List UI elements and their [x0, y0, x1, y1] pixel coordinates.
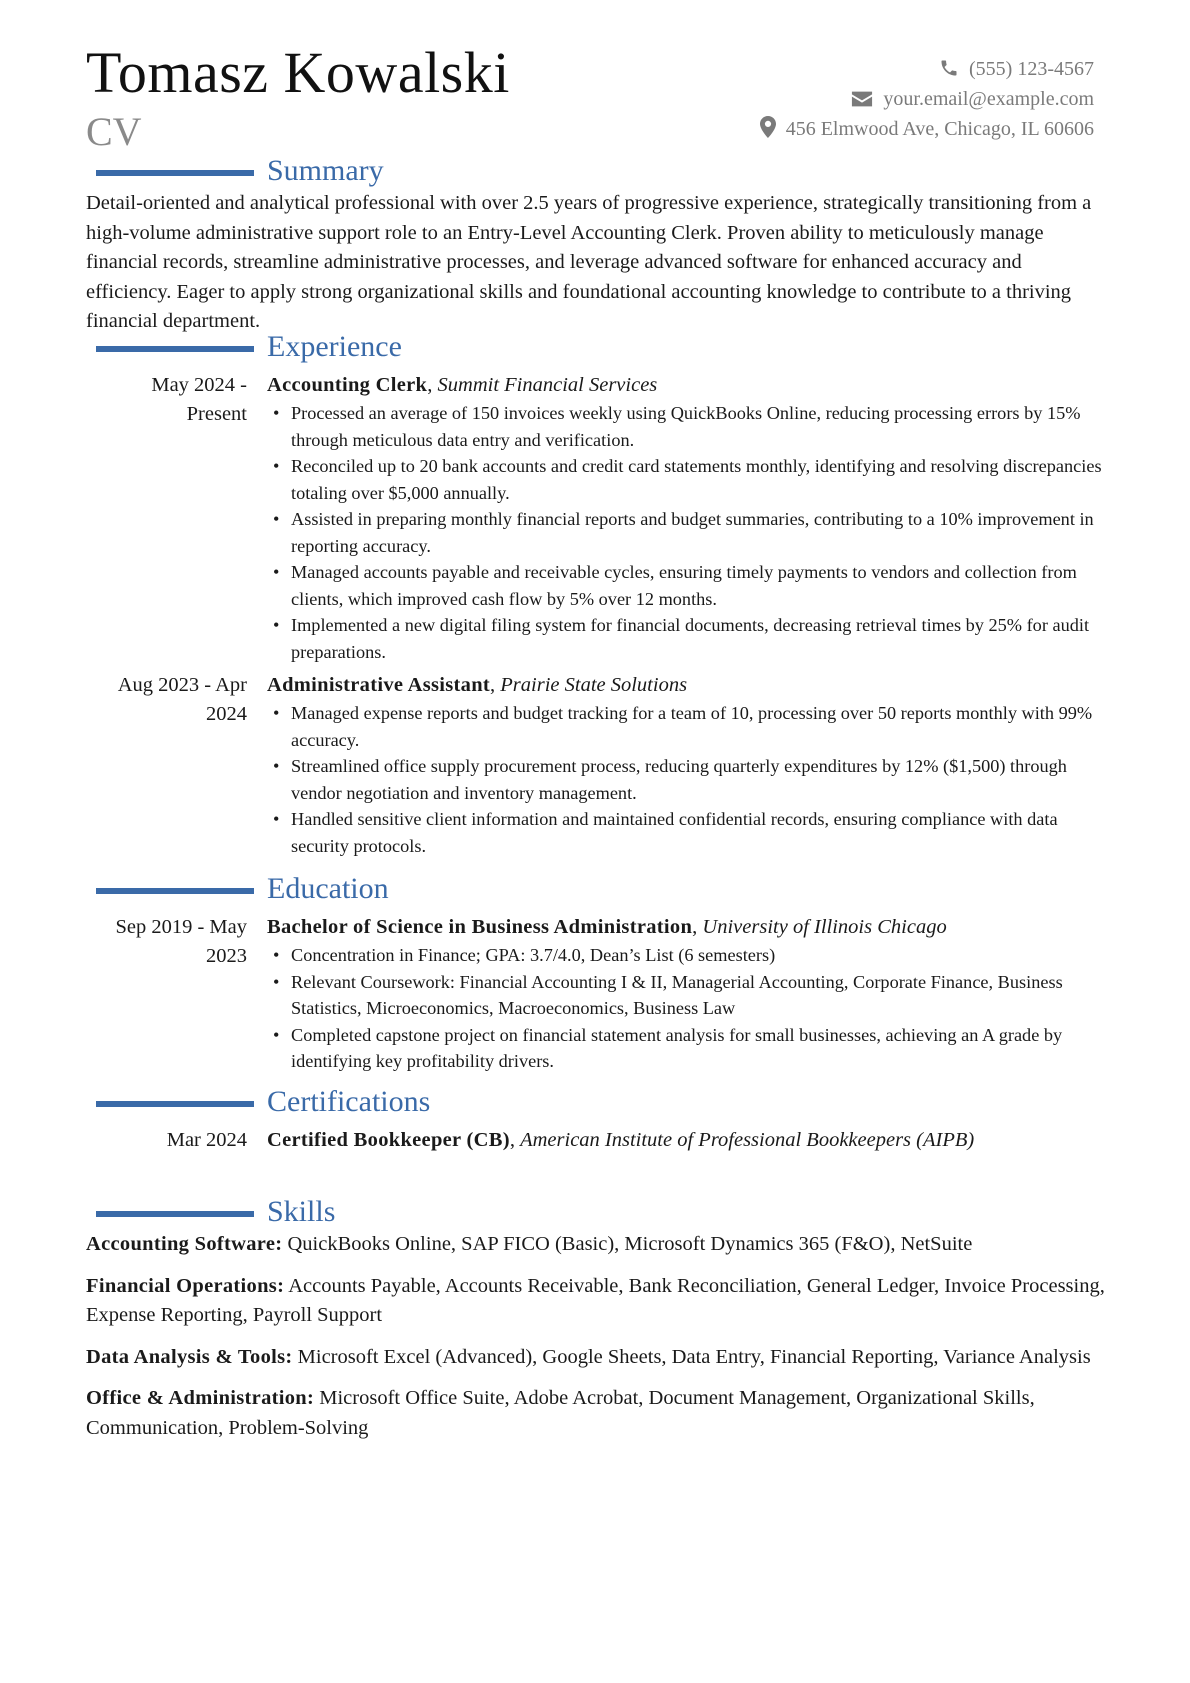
entry-body: [267, 671, 1112, 859]
bullet-item: • Completed capstone project on financial statement analysis for small businesses, achieving an A grade by identifying key profitability drivers.: [267, 1022, 1112, 1075]
section-header: [86, 871, 1112, 907]
entry-date: Aug 2023 - Apr 2024: [117, 674, 247, 725]
map-pin-icon: [760, 116, 776, 138]
entry: [86, 913, 1112, 1075]
entry-role: Accounting Clerk: [267, 374, 428, 396]
education-section: [86, 871, 1112, 1075]
document-subtitle: CV: [86, 109, 142, 154]
section-header: [86, 329, 1112, 365]
entry: [86, 371, 1112, 665]
section-header: [86, 153, 1112, 189]
section-title: Education: [267, 872, 389, 905]
contact-block: [760, 54, 1094, 144]
skills-section: [86, 1194, 1112, 1455]
phone-text: (555) 123-4567: [969, 58, 1094, 80]
bullet-item: • Processed an average of 150 invoices weekly using QuickBooks Online, reducing processing errors by 15% through meticulous data entry and verification.: [267, 400, 1112, 453]
contact-email[interactable]: [760, 84, 1094, 114]
skill-group: Office & Administration: Microsoft Office Suite, Adobe Acrobat, Document Management, Organizational Skills, Communication, Problem-Solving: [86, 1387, 1035, 1439]
email-text: your.email@example.com: [883, 88, 1094, 110]
section-title: Certifications: [267, 1085, 431, 1118]
section-rule: [96, 346, 254, 352]
phone-icon: [939, 58, 959, 78]
section-rule: [96, 888, 254, 894]
entry-heading: Administrative Assistant, Prairie State Solutions: [267, 674, 688, 696]
entry: [86, 671, 1112, 859]
section-rule: [96, 170, 254, 176]
education-entries: [86, 913, 1112, 1075]
entry-heading: Certified Bookkeeper (CB), American Institute of Professional Bookkeepers (AIPB): [267, 1129, 975, 1151]
skill-group: Financial Operations: Accounts Payable, Accounts Receivable, Bank Reconciliation, General Ledger, Invoice Processing, Expense Reporting, Payroll Support: [86, 1274, 1105, 1326]
entry-role: Bachelor of Science in Business Administration: [267, 916, 693, 938]
certifications-section: [86, 1084, 1112, 1155]
entry-organization: University of Illinois Chicago: [702, 916, 947, 938]
bullet-item: • Concentration in Finance; GPA: 3.7/4.0, Dean’s List (6 semesters): [267, 942, 1112, 969]
entry-bullets: [267, 700, 1112, 859]
contact-address: [760, 114, 1094, 144]
section-title: Skills: [267, 1195, 336, 1228]
entry: [86, 1126, 1112, 1155]
bullet-item: • Streamlined office supply procurement process, reducing quarterly expenditures by 12% ($1,500) through vendor negotiation and inventory management.: [267, 753, 1112, 806]
bullet-item: • Managed expense reports and budget tracking for a team of 10, processing over 50 reports monthly with 99% accuracy.: [267, 700, 1112, 753]
skills-list: [86, 1230, 1112, 1443]
entry-date: Mar 2024: [166, 1129, 247, 1151]
bullet-item: • Implemented a new digital filing system for financial documents, decreasing retrieval times by 25% for audit preparations.: [267, 612, 1112, 665]
section-header: [86, 1084, 1112, 1120]
summary-section: [86, 153, 1112, 337]
envelope-icon: [851, 90, 873, 108]
entry-bullets: [267, 400, 1112, 665]
entry-organization: American Institute of Professional Bookkeepers (AIPB): [520, 1129, 975, 1151]
entry-organization: Prairie State Solutions: [500, 674, 688, 696]
experience-section: [86, 329, 1112, 859]
entry-role: Administrative Assistant: [267, 674, 491, 696]
candidate-name: Tomasz Kowalski: [86, 40, 510, 105]
bullet-item: • Managed accounts payable and receivable cycles, ensuring timely payments to vendors and collection from clients, which improved cash flow by 5% over 12 months.: [267, 559, 1112, 612]
section-rule: [96, 1211, 254, 1217]
bullet-item: • Relevant Coursework: Financial Accounting I & II, Managerial Accounting, Corporate Finance, Business Statistics, Microeconomics, Macroeconomics, Business Law: [267, 969, 1112, 1022]
entry-heading: Accounting Clerk, Summit Financial Services: [267, 374, 658, 396]
entry-date: Sep 2019 - May 2023: [115, 916, 247, 967]
section-header: [86, 1194, 1112, 1230]
section-title: Summary: [267, 154, 384, 187]
entry-date: May 2024 - Present: [151, 374, 247, 425]
summary-text: Detail-oriented and analytical professional with over 2.5 years of progressive experience, strategically transitioning from a high-volume administrative support role to an Entry-Level Accounting Clerk. Proven ability to meticulously manage financial records, streamline administrative processes, and leverage advanced software for enhanced accuracy and efficiency. Eager to apply strong organizational skills and foundational accounting knowledge to contribute to a thriving financial department.: [86, 192, 1092, 332]
section-rule: [96, 1101, 254, 1107]
entry-body: [267, 1126, 1112, 1155]
entry-role: Certified Bookkeeper (CB): [267, 1129, 510, 1151]
entry-organization: Summit Financial Services: [437, 374, 658, 396]
bullet-item: • Handled sensitive client information and maintained confidential records, ensuring compliance with data security protocols.: [267, 806, 1112, 859]
entry-bullets: [267, 942, 1112, 1075]
section-title: Experience: [267, 330, 402, 363]
skill-group: Data Analysis & Tools: Microsoft Excel (Advanced), Google Sheets, Data Entry, Financial Reporting, Variance Analysis: [86, 1345, 1091, 1368]
address-text: 456 Elmwood Ave, Chicago, IL 60606: [785, 118, 1094, 140]
bullet-item: • Assisted in preparing monthly financial reports and budget summaries, contributing to a 10% improvement in reporting accuracy.: [267, 506, 1112, 559]
contact-phone[interactable]: [760, 54, 1094, 84]
bullet-item: • Reconciled up to 20 bank accounts and credit card statements monthly, identifying and resolving discrepancies totaling over $5,000 annually.: [267, 453, 1112, 506]
skill-group: Accounting Software: QuickBooks Online, SAP FICO (Basic), Microsoft Dynamics 365 (F&O), NetSuite: [86, 1233, 973, 1255]
certification-entries: [86, 1126, 1112, 1155]
entry-body: [267, 913, 1112, 1075]
experience-entries: [86, 371, 1112, 859]
entry-heading: Bachelor of Science in Business Administration, University of Illinois Chicago: [267, 916, 947, 938]
entry-body: [267, 371, 1112, 665]
